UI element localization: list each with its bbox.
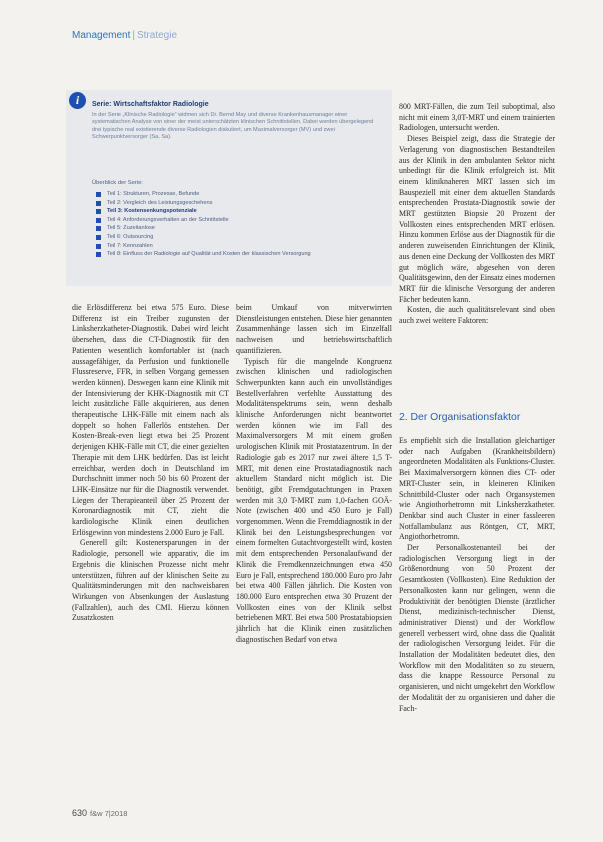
series-part-label: Teil 4: Anforderungsverhalten an der Schnittstelle [107,216,229,223]
header-separator: | [132,30,135,41]
subsection-label: Strategie [136,30,178,41]
paragraph: die Erlösdifferenz bei etwa 575 Euro. Diese Differenz ist ein Treiber zugunsten der Linksherzkatheter-Diagnostik. Dabei wird leicht übersehen, dass die CT-Diagnostik für den Patienten wesentlich komfortabler ist (nach aussagefähiger, da Perfusion und funktionelle Flussreserve, FFR, in selben Vorgang gemessen werden können). Deswegen kann eine Klinik mit der Intensivierung der KHK-Diagnostik mit CT leicht zusätzliche Fälle akquirieren, aus denen therapeutische LHK-Fälle mit einem nach als doppelt so hohen Fallerlös entstehen. Der Kosten-Break-even liegt etwa bei 25 Prozent derjenigen KHK-Fälle mit CT, die einer gezielten Therapie mit dem LHK bedürfen. Das ist leicht erreichbar, werden doch in Deutschland im Durchschnitt immer noch 50 bis 60 Prozent der LHK-Einsätze nur für die Diagnostik verwendet. Liegen der Therapieanteil über 25 Prozent der Koronardiagnostik mit CT, zieht die kardiologische Klinik einen deutlichen Erlösgewinn von mindestens 2.000 Euro je Fall. [72,303,229,537]
series-part-label: Teil 3: Kostensenkungspotenziale [107,208,197,215]
series-part-item [96,242,384,251]
square-bullet-icon [96,235,101,240]
section-heading: 2. Der Organisationsfaktor [399,412,521,423]
series-part-item [96,190,384,199]
page-footer [72,808,127,818]
infobox-intro: In der Serie „Klinische Radiologie“ widmen sich Dr. Bernd May und diverse Krankenhausmanager einer systematischen Analyse von einer der meist unterschätzten klinischen Schnittstellen. Dabei werden übergelegend drei typische real existierende diverse Radiologien diskutiert, um Maximalversorger (MV) und zwei Schwerpunktversorger (Sa, Sa). [92,112,374,141]
series-part-item [96,199,384,208]
square-bullet-icon [96,192,101,197]
series-part-item [96,207,384,216]
paragraph: 800 MRT-Fällen, die zum Teil suboptimal, also nicht mit einem 3,0T-MRT und einem trainierten Radiologen, untersucht werden. [399,102,555,133]
section-label: Management [72,30,131,41]
journal-name: f&w 7|2018 [90,809,128,818]
series-part-item [96,216,384,225]
series-part-label: Teil 6: Outsourcing [107,233,154,240]
series-part-label: Teil 5: Zuzeitanlose [107,225,155,232]
series-part-item [96,250,384,259]
series-part-label: Teil 8: Einfluss der Radiologie auf Qualität und Kosten der klassischen Versorgung [107,251,311,258]
infobox-title: Serie: Wirtschaftsfaktor Radiologie [92,101,209,108]
page-number: 630 [72,808,88,818]
paragraph: Der Personalkostenanteil bei der radiologischen Versorgung liegt in der Größenordnung von 50 Prozent der Gesamtkosten (Vollkosten). Eine Reduktion der Personalkosten kann nur gelingen, wenn die Produktivität der benötigten Dienste (ärztlicher Dienst, medizinisch-technischer Dienst, administrativer Dienst) und der Workflow generell verbessert wird, ohne dass die Qualität der radiologischen Versorgung leidet. Für die Installation der Modalitäten bedeutet dies, den Workflow mit den Modalitäten so zu steuern, dass die knappe Ressource Personal zu organisieren, und nicht umgekehrt den Workflow der Modalität der zu organisieren und daher die Fach- [399,543,555,713]
article-column-3-top [399,102,555,327]
paragraph: beim Umkauf von mitverwirrten Dienstleistungen entstehen. Diese hier genannten Zusammenhänge lassen sich im Einzelfall nachweisen und betriebswirtschaftlich quantifizieren. [236,303,392,355]
info-icon: i [69,92,86,109]
square-bullet-icon [96,244,101,249]
article-column-2 [236,303,392,646]
square-bullet-icon [96,201,101,206]
article-column-1 [72,303,229,624]
square-bullet-icon [96,226,101,231]
square-bullet-icon [96,209,101,214]
series-part-label: Teil 1: Strukturen, Prozesse, Befunde [107,191,200,197]
article-column-3-bottom [399,436,555,714]
infobox-list-title: Überblick der Serie: [92,180,143,186]
square-bullet-icon [96,252,101,257]
paragraph: Kosten, die auch qualitätsrelevant sind oben auch zwei weitere Faktoren: [399,305,555,326]
section-header [72,30,177,41]
series-part-item [96,224,384,233]
paragraph: Es empfiehlt sich die Installation gleichartiger oder nach Aufgaben (Krankheitsbildern) angeordneten Modalitäten als Funktions-Cluster. Bei Maximalversorgern können dies CT- oder MRT-Cluster sein, in kleineren Kliniken Schnittbild-Cluster oder nach Organsystemen wie Angiothorhetromn mit Linksherzkatheter. Denkbar sind auch Cluster in einer fassleeren Notfallambulanz aus Röntgen, CT, MRT, Angiothorhetromn. [399,436,555,542]
series-parts-list [96,190,384,259]
paragraph: Typisch für die mangelnde Kongruenz zwischen klinischen und radiologischen Schwerpunkten kann auch ein unvollständiges Bestellverfahren verfehlte Ausstattung des Modalitätenspektrums sein, wenn deshalb klinische Anforderungen nicht beantwortet werden können wie im Fall des Maximalversorgers M mit einem großen urologischen Klinik mit Prostatazentrum. In der Radiologie gab es 2017 nur zwei ältere 1,5 T-MRT, mit denen eine Prostatadiagnostik nach aktuellem Standard nicht möglich ist. Die benötigt, gibt Fremdgutachtungen in Praxen werden mit 3,0 T-MRT zum 1,0-fachen GOÄ-Note (zwischen 400 und 450 Euro je Fall) vorgenommen. Wenn die Fremddiagnostik in der Klinik bei den Leistungsbesprechungen vor einem formelten Gutachtvorgestellt wird, kosten mit dem entsprechenden Personalaufwand der Klinik die Fremdkennzeichnungen etwa 450 Euro je Fall, entsprechend 180.000 Euro pro Jahr bei etwa 400 Fällen jährlich. Die Kosten von 180.000 Euro entsprechen etwa 30 Prozent der Vollkosten eines von der Klinik selbst betriebenen MRT. Bei etwa 500 Prostatabiopsien jährlich hat die Klinik einen zusätzlichen diagnostischen Bedarf von etwa [236,356,392,644]
series-part-item [96,233,384,242]
paragraph: Dieses Beispiel zeigt, dass die Strategie der Verlagerung von diagnostischen Bestandteilen aus der Klinik in den ambulanten Sektor nicht unbedingt für die Klinik erfolgreich ist. Mit einem kliniknaheren MRT lassen sich im Bauspeziell mit einer dem aktuellen Standards entsprechenden Prostata-Diagnostik sowie der MRT gestützten Biopsie 20 Prozent der Vollkosten eines entsprechenden MRT erlösen. Hinzu kommen Erlöse aus der Diagnostik für die anderen zuweisenden Einrichtungen der Klinik, aus denen eine Deckung der Vollkosten des MRT gut möglich wäre, abgesehen von deren Qualitätsgewinn, den der Einsatz eines modernen MRT für die klinische Versorgung der anderen Fächer bedeuten kann. [399,134,556,304]
series-part-label: Teil 2: Vergleich des Leistungsgeschehens [107,199,213,206]
paragraph: Generell gilt: Kostenersparungen in der Radiologie, personell wie apparativ, die im Ergebnis die klinischen Prozesse nicht mehr unterstützen, führen auf der klinischen Seite zu Qualitätsminderungen mit den nachweisbaren Wirkungen von Absenkungen der Auslastung (Fallzahlen), auch des CMI. Hierzu können Zusatzkosten [72,538,229,623]
series-part-label: Teil 7: Kennzahlen [107,242,153,249]
square-bullet-icon [96,218,101,223]
